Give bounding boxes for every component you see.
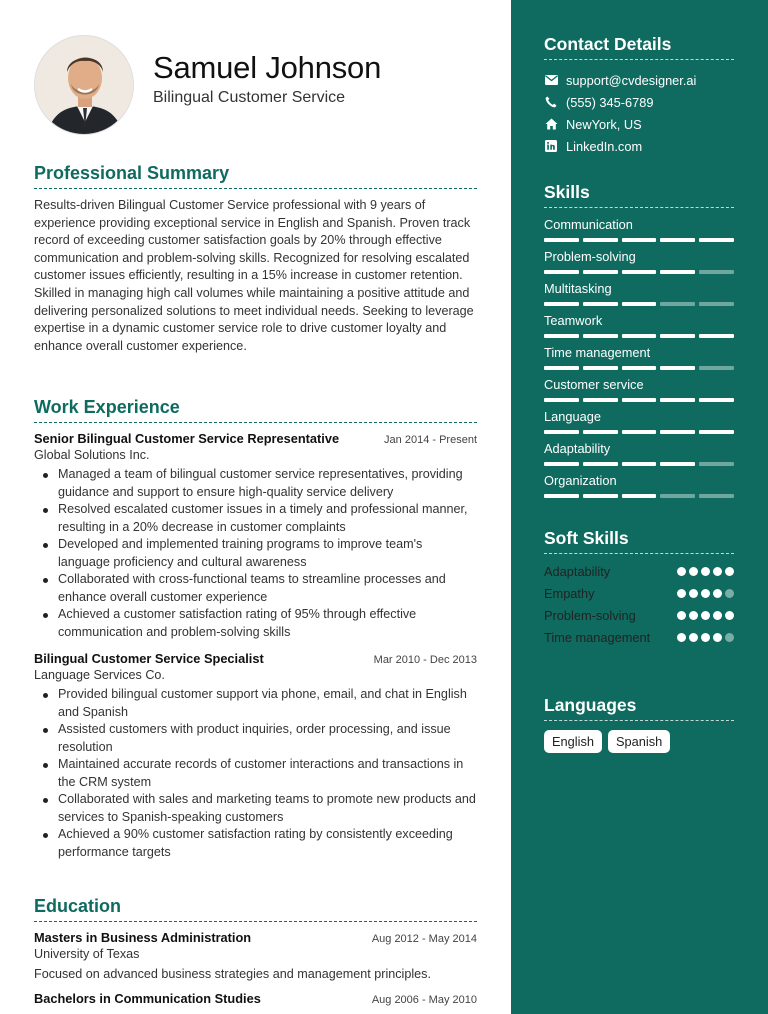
summary-text: Results-driven Bilingual Customer Service professional with 9 years of experience providing exceptional service in English and Spanish. Proven track record of exceeding customer satisfaction goals by 20% through effective communication and problem-solving skills. Recognized for resolving escalated customer issues efficiently, resulting in a 15% increase in customer retention. Skilled in managing high call volumes while maintaining a positive attitude and delivering personalized solutions to meet individual needs. Seeking to leverage expertise in a dynamic customer service role to drive customer loyalty and enhance overall customer experience.	[34, 198, 474, 353]
skill-name: Organization	[544, 473, 617, 488]
education-entry	[34, 991, 477, 1006]
skill-level-segment	[583, 334, 618, 338]
soft-skill-name: Time management	[544, 630, 651, 645]
skill-item	[544, 377, 734, 409]
skill-name: Multitasking	[544, 281, 612, 296]
skill-level-bar	[544, 398, 734, 402]
job-company: Global Solutions Inc.	[34, 448, 150, 462]
degree: Masters in Business Administration	[34, 930, 252, 945]
skill-level-segment	[699, 238, 734, 242]
skill-level-segment	[583, 494, 618, 498]
soft-skill-rating	[677, 607, 734, 620]
soft-skill-item	[544, 607, 734, 629]
section-title: Professional Summary	[34, 163, 477, 189]
skill-level-segment	[544, 462, 579, 466]
soft-skills-list	[544, 563, 734, 651]
soft-skill-item	[544, 629, 734, 651]
job-date: Jan 2014 - Present	[384, 434, 477, 446]
skill-item	[544, 409, 734, 441]
job-entry	[34, 431, 477, 641]
section-title: Education	[34, 896, 477, 922]
work-experience-section	[34, 397, 477, 861]
skill-name: Language	[544, 409, 601, 424]
skill-name: Teamwork	[544, 313, 603, 328]
list-item: Assisted customers with product inquiries, order processing, and issue resolution	[58, 721, 477, 756]
section-title: Soft Skills	[544, 528, 734, 554]
rating-dot	[725, 633, 734, 642]
skill-level-bar	[544, 494, 734, 498]
skill-level-segment	[660, 462, 695, 466]
rating-dot	[725, 567, 734, 576]
section-title: Work Experience	[34, 397, 477, 423]
skill-item	[544, 345, 734, 377]
skill-name: Adaptability	[544, 441, 611, 456]
skill-level-segment	[699, 366, 734, 370]
rating-dot	[701, 589, 710, 598]
soft-skill-rating	[677, 585, 734, 598]
rating-dot	[725, 611, 734, 620]
skill-level-segment	[660, 398, 695, 402]
education-date: Aug 2012 - May 2014	[371, 933, 477, 945]
skill-level-segment	[583, 430, 618, 434]
skill-level-segment	[544, 430, 579, 434]
rating-dot	[677, 589, 686, 598]
education-date: Aug 2006 - May 2010	[371, 994, 477, 1006]
job-bullets	[34, 686, 477, 861]
list-item: Developed and implemented training programs to improve team's language proficiency and cultural awareness	[58, 536, 477, 571]
candidate-name: Samuel Johnson	[153, 50, 382, 85]
rating-dot	[689, 611, 698, 620]
skill-level-segment	[660, 302, 695, 306]
skill-level-segment	[622, 270, 657, 274]
languages-section	[544, 695, 734, 753]
skill-item	[544, 441, 734, 473]
language-chip: Spanish	[608, 730, 670, 753]
contact-location[interactable]: NewYork, US	[544, 113, 734, 135]
skill-level-bar	[544, 334, 734, 338]
skill-item	[544, 313, 734, 345]
phone-icon	[544, 95, 558, 109]
contact-email[interactable]: support@cvdesigner.ai	[544, 69, 734, 91]
soft-skill-name: Empathy	[544, 586, 595, 601]
skill-level-segment	[583, 366, 618, 370]
skill-level-bar	[544, 270, 734, 274]
skill-level-segment	[544, 366, 579, 370]
skill-level-segment	[544, 302, 579, 306]
skill-level-bar	[544, 238, 734, 242]
rating-dot	[701, 567, 710, 576]
job-date: Mar 2010 - Dec 2013	[373, 654, 477, 666]
skill-item	[544, 217, 734, 249]
school: University of Texas	[34, 947, 140, 961]
rating-dot	[677, 567, 686, 576]
skill-level-segment	[622, 302, 657, 306]
skill-item	[544, 249, 734, 281]
skill-level-segment	[544, 238, 579, 242]
skill-level-segment	[660, 494, 695, 498]
skill-level-segment	[544, 398, 579, 402]
rating-dot	[689, 567, 698, 576]
rating-dot	[701, 633, 710, 642]
rating-dot	[689, 589, 698, 598]
skill-level-segment	[622, 430, 657, 434]
skill-level-segment	[699, 334, 734, 338]
envelope-icon	[544, 73, 558, 87]
skill-level-segment	[583, 238, 618, 242]
skill-level-segment	[622, 398, 657, 402]
skill-level-bar	[544, 366, 734, 370]
list-item: Collaborated with sales and marketing teams to promote new products and services to Spanish-speaking customers	[58, 791, 477, 826]
skill-level-segment	[583, 462, 618, 466]
list-item: Managed a team of bilingual customer service representatives, providing guidance and support to ensure high-quality service delivery	[58, 466, 477, 501]
avatar	[34, 35, 134, 135]
skill-level-segment	[660, 270, 695, 274]
list-item: Provided bilingual customer support via phone, email, and chat in English and Spanish	[58, 686, 477, 721]
professional-summary-section	[34, 163, 477, 355]
skill-level-segment	[660, 366, 695, 370]
job-entry	[34, 651, 477, 861]
section-title: Skills	[544, 182, 734, 208]
contact-phone[interactable]: (555) 345-6789	[544, 91, 734, 113]
soft-skill-item	[544, 563, 734, 585]
skill-level-segment	[699, 398, 734, 402]
rating-dot	[677, 633, 686, 642]
rating-dot	[713, 589, 722, 598]
skill-level-segment	[622, 494, 657, 498]
linkedin-icon	[544, 139, 558, 153]
skill-name: Problem-solving	[544, 249, 636, 264]
skill-name: Time management	[544, 345, 651, 360]
job-role: Bilingual Customer Service Specialist	[34, 651, 264, 666]
skill-level-segment	[622, 334, 657, 338]
soft-skill-rating	[677, 629, 734, 642]
skills-list	[544, 217, 734, 505]
list-item: Achieved a 90% customer satisfaction rating by consistently exceeding performance targets	[58, 826, 477, 861]
job-company: Language Services Co.	[34, 668, 165, 682]
language-chip: English	[544, 730, 602, 753]
skill-name: Customer service	[544, 377, 644, 392]
rating-dot	[713, 567, 722, 576]
section-title: Contact Details	[544, 34, 734, 60]
skill-item	[544, 281, 734, 313]
soft-skill-item	[544, 585, 734, 607]
skill-level-segment	[660, 238, 695, 242]
list-item: Collaborated with cross-functional teams to streamline processes and enhance overall customer experience	[58, 571, 477, 606]
home-icon	[544, 117, 558, 131]
soft-skills-section	[544, 528, 734, 651]
skill-item	[544, 473, 734, 505]
job-bullets	[34, 466, 477, 641]
job-role: Senior Bilingual Customer Service Representative	[34, 431, 340, 446]
list-item: Resolved escalated customer issues in a timely and professional manner, resulting in a 20% decrease in customer complaints	[58, 501, 477, 536]
education-description: Focused on advanced business strategies and management principles.	[34, 967, 431, 981]
skill-level-segment	[622, 238, 657, 242]
section-title: Languages	[544, 695, 734, 721]
skill-level-segment	[699, 270, 734, 274]
list-item: Maintained accurate records of customer interactions and transactions in the CRM system	[58, 756, 477, 791]
skill-level-segment	[544, 270, 579, 274]
rating-dot	[677, 611, 686, 620]
soft-skill-rating	[677, 563, 734, 576]
language-chips	[544, 730, 734, 753]
skill-level-segment	[622, 462, 657, 466]
skill-level-bar	[544, 430, 734, 434]
profile-photo	[35, 36, 134, 135]
skill-level-bar	[544, 302, 734, 306]
skill-level-segment	[583, 302, 618, 306]
contact-linkedin[interactable]: LinkedIn.com	[544, 135, 734, 157]
soft-skill-name: Problem-solving	[544, 608, 636, 623]
skill-level-segment	[544, 334, 579, 338]
rating-dot	[713, 611, 722, 620]
skill-level-bar	[544, 462, 734, 466]
rating-dot	[689, 633, 698, 642]
skill-level-segment	[660, 334, 695, 338]
candidate-title: Bilingual Customer Service	[153, 89, 346, 106]
skills-section	[544, 182, 734, 505]
skill-name: Communication	[544, 217, 633, 232]
skill-level-segment	[660, 430, 695, 434]
contact-section	[544, 34, 734, 157]
skill-level-segment	[583, 398, 618, 402]
skill-level-segment	[622, 366, 657, 370]
education-section	[34, 896, 477, 1006]
skill-level-segment	[699, 302, 734, 306]
rating-dot	[725, 589, 734, 598]
skill-level-segment	[699, 494, 734, 498]
rating-dot	[701, 611, 710, 620]
skill-level-segment	[699, 430, 734, 434]
skill-level-segment	[583, 270, 618, 274]
skill-level-segment	[699, 462, 734, 466]
education-entry	[34, 930, 477, 981]
skill-level-segment	[544, 494, 579, 498]
degree: Bachelors in Communication Studies	[34, 991, 261, 1006]
list-item: Achieved a customer satisfaction rating of 95% through effective communication and problem-solving skills	[58, 606, 477, 641]
rating-dot	[713, 633, 722, 642]
soft-skill-name: Adaptability	[544, 564, 611, 579]
